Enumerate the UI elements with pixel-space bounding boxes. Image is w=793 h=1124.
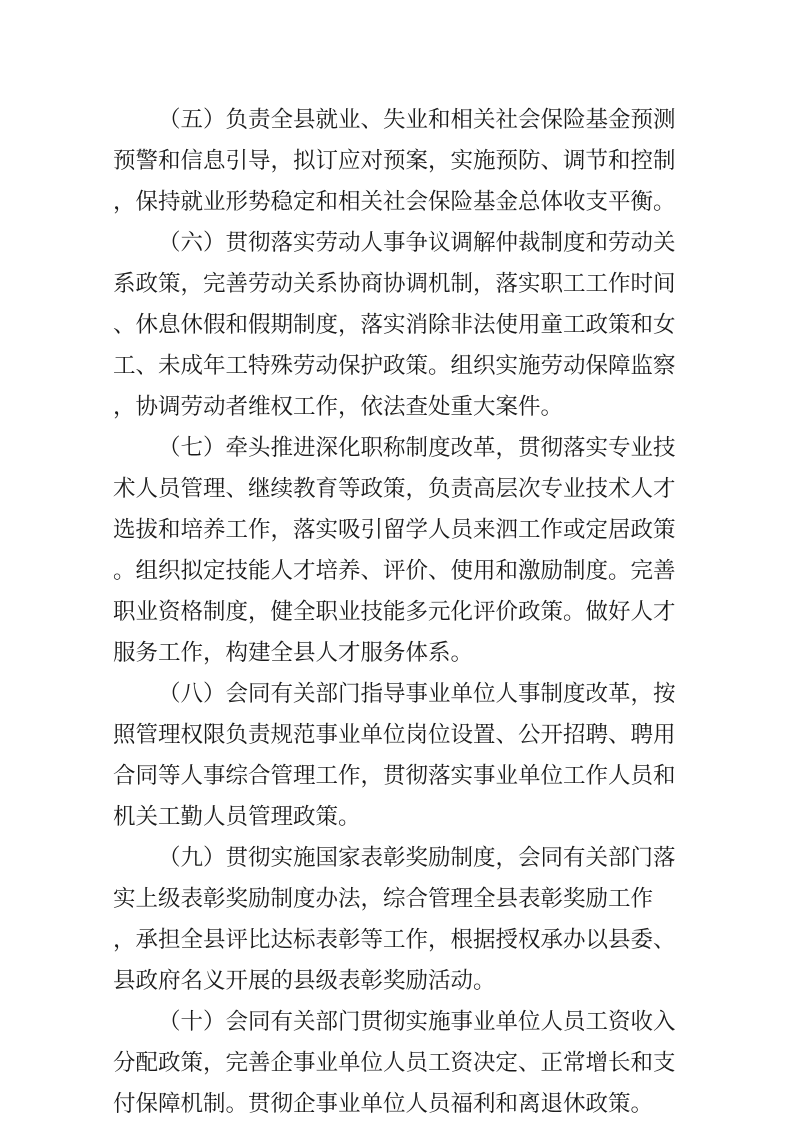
paragraph-5-line-1: （五）负责全县就业、失业和相关社会保险基金预测 bbox=[158, 107, 676, 133]
paragraph-7-line-3: 选拔和培养工作，落实吸引留学人员来泗工作或定居政策 bbox=[113, 517, 676, 543]
paragraph-8-line-1: （八）会同有关部门指导事业单位人事制度改革，按 bbox=[158, 681, 676, 707]
paragraph-9-line-1: （九）贯彻实施国家表彰奖励制度，会同有关部门落 bbox=[158, 845, 676, 871]
paragraph-10-line-1: （十）会同有关部门贯彻实施事业单位人员工资收入 bbox=[158, 1009, 676, 1035]
paragraph-7-line-5: 职业资格制度，健全职业技能多元化评价政策。做好人才 bbox=[113, 599, 676, 625]
paragraph-7-line-1: （七）牵头推进深化职称制度改革，贯彻落实专业技 bbox=[158, 435, 676, 461]
paragraph-5-line-3: ，保持就业形势稳定和相关社会保险基金总体收支平衡。 bbox=[113, 189, 676, 215]
paragraph-7-line-2: 术人员管理、继续教育等政策，负责高层次专业技术人才 bbox=[113, 476, 676, 502]
paragraph-5-line-2: 预警和信息引导，拟订应对预案，实施预防、调节和控制 bbox=[113, 148, 676, 174]
paragraph-7-line-6: 服务工作，构建全县人才服务体系。 bbox=[113, 640, 474, 666]
paragraph-6-line-1: （六）贯彻落实劳动人事争议调解仲裁制度和劳动关 bbox=[158, 230, 676, 256]
paragraph-6-line-4: 工、未成年工特殊劳动保护政策。组织实施劳动保障监察 bbox=[113, 353, 676, 379]
paragraph-9-line-3: ，承担全县评比达标表彰等工作，根据授权承办以县委、 bbox=[113, 927, 676, 953]
paragraph-6-line-5: ，协调劳动者维权工作，依法查处重大案件。 bbox=[113, 394, 564, 420]
paragraph-8-line-2: 照管理权限负责规范事业单位岗位设置、公开招聘、聘用 bbox=[113, 722, 676, 748]
paragraph-7-line-4: 。组织拟定技能人才培养、评价、使用和激励制度。完善 bbox=[113, 558, 676, 584]
paragraph-6-line-2: 系政策，完善劳动关系协商协调机制，落实职工工作时间 bbox=[113, 271, 676, 297]
paragraph-8-line-3: 合同等人事综合管理工作，贯彻落实事业单位工作人员和 bbox=[113, 763, 676, 789]
paragraph-8-line-4: 机关工勤人员管理政策。 bbox=[113, 804, 361, 830]
paragraph-9-line-2: 实上级表彰奖励制度办法，综合管理全县表彰奖励工作 bbox=[113, 886, 654, 912]
paragraph-10-line-2: 分配政策，完善企事业单位人员工资决定、正常增长和支 bbox=[113, 1050, 676, 1076]
paragraph-10-line-3: 付保障机制。贯彻企事业单位人员福利和离退休政策。 bbox=[113, 1091, 654, 1117]
paragraph-6-line-3: 、休息休假和假期制度，落实消除非法使用童工政策和女 bbox=[113, 312, 676, 338]
paragraph-9-line-4: 县政府名义开展的县级表彰奖励活动。 bbox=[113, 968, 496, 994]
